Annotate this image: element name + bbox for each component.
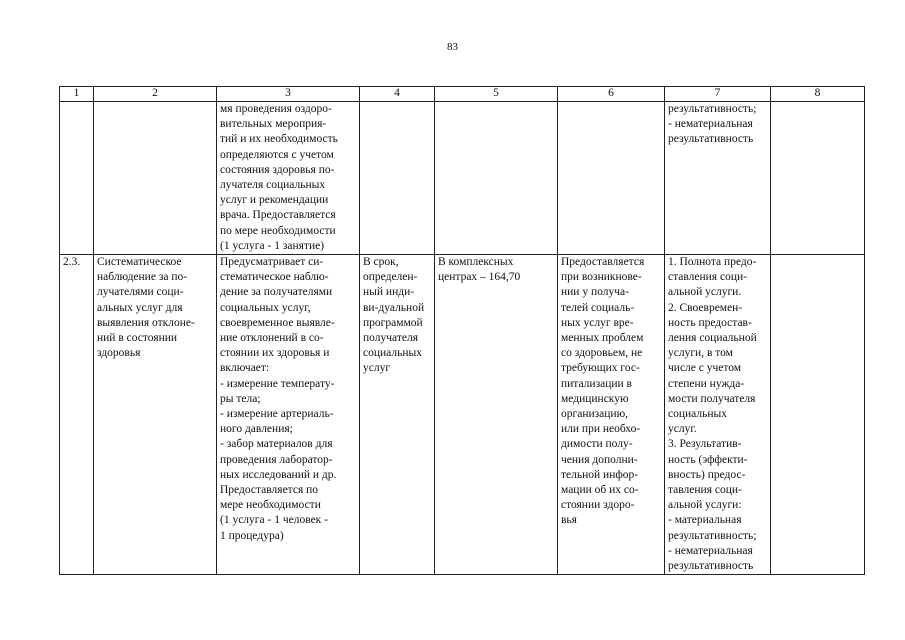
cell-text-line: стоянии их здоровья и (220, 347, 330, 360)
cell-notes (771, 255, 865, 575)
cell-conditions (558, 102, 665, 255)
cell-text-line: определяются с учетом (220, 148, 334, 161)
cell-text-line: - измерение артериаль- (220, 408, 334, 421)
cell-text-line: ления социальной (668, 332, 757, 345)
cell-text-line: мости получателя (668, 392, 756, 405)
cell-text-line: Предоставляется по (220, 484, 319, 497)
cell-text-line: получателя (363, 332, 418, 345)
cell-tariff (435, 102, 558, 255)
cell-text-line: социальных (668, 408, 727, 421)
cell-service-name (94, 102, 217, 255)
cell-text-line: мации об их со- (561, 484, 639, 497)
cell-notes (771, 102, 865, 255)
cell-number: 2.3. (60, 255, 94, 575)
cell-text-line: услуг (363, 362, 391, 375)
cell-text-line: альной услуги. (668, 286, 742, 299)
cell-text-line: - забор материалов для (220, 438, 333, 451)
cell-text-line: ний в состоянии (97, 332, 178, 345)
services-table (59, 86, 865, 575)
cell-text-line: социальных услуг, (220, 301, 311, 314)
cell-text-line: (1 услуга - 1 занятие) (220, 239, 325, 252)
cell-description (217, 255, 360, 575)
cell-text-line: чения дополни- (561, 453, 638, 466)
cell-text-line: стематическое наблю- (220, 271, 329, 284)
cell-text-line: Предусматривает си- (220, 256, 324, 269)
cell-text-line: вность) предос- (668, 468, 746, 481)
cell-text-line: услуги, в том (668, 347, 733, 360)
cell-text-line: ность (эффекти- (668, 453, 748, 466)
cell-text-line: требующих гос- (561, 362, 640, 375)
cell-text-line: вья (561, 514, 577, 527)
header-cell: 5 (435, 87, 558, 102)
cell-text-line: услуг и рекомендации (220, 194, 329, 207)
cell-service-name (94, 255, 217, 575)
cell-text-line: числе с учетом (668, 362, 742, 375)
cell-text-line: со здоровьем, не (561, 347, 643, 360)
cell-text-line: своевременное выявле- (220, 316, 335, 329)
cell-text-line: В комплексных (438, 256, 514, 269)
cell-term (360, 255, 435, 575)
cell-text-line: социальных (363, 347, 422, 360)
header-cell: 1 (60, 87, 94, 102)
cell-text-line: определен- (363, 271, 418, 284)
cell-text-line: Предоставляется (561, 256, 645, 269)
cell-text-line: стоянии здоро- (561, 499, 635, 512)
cell-text-line: менных проблем (561, 332, 644, 345)
header-cell: 7 (665, 87, 771, 102)
cell-text-line: результативность; (668, 103, 757, 115)
cell-text-line: нии у получа- (561, 286, 629, 299)
header-cell: 6 (558, 87, 665, 102)
cell-text-line: состояния здоровья по- (220, 163, 335, 176)
cell-text-line: мя проведения оздоро- (220, 103, 332, 115)
cell-text-line: наблюдение за по- (97, 271, 188, 284)
cell-text-line: 2. Своевремен- (668, 301, 743, 314)
header-cell: 2 (94, 87, 217, 102)
cell-text-line: (1 услуга - 1 человек - (220, 514, 328, 527)
cell-text-line: ных услуг вре- (561, 316, 634, 329)
cell-text-line: результативность; (668, 529, 757, 542)
cell-text-line: телей социаль- (561, 301, 635, 314)
cell-text-line: медицинскую (561, 392, 629, 405)
cell-text-line: центрах – 164,70 (438, 271, 521, 284)
cell-text-line: при возникнове- (561, 271, 642, 284)
cell-term (360, 102, 435, 255)
cell-text-line: В срок, (363, 256, 399, 269)
cell-text-line: димости полу- (561, 438, 633, 451)
cell-text-line: услуг. (668, 423, 697, 436)
header-cell: 3 (217, 87, 360, 102)
header-cell: 8 (771, 87, 865, 102)
table-row-2-3 (60, 255, 865, 575)
cell-text-line: - нематериальная (668, 544, 753, 557)
cell-text-line: программой (363, 316, 423, 329)
cell-text-line: Систематическое (97, 256, 182, 269)
cell-text-line: организацию, (561, 408, 629, 421)
cell-text-line: ние отклонений в со- (220, 332, 324, 345)
cell-number (60, 102, 94, 255)
cell-text-line: тельной инфор- (561, 468, 639, 481)
cell-text-line: вительных мероприя- (220, 118, 327, 131)
cell-quality-indicators (665, 255, 771, 575)
cell-description (217, 102, 360, 255)
cell-text-line: лучателями соци- (97, 286, 184, 299)
cell-text-line: - материальная (668, 514, 742, 527)
cell-text-line: дение за получателями (220, 286, 333, 299)
cell-text-line: ность предостав- (668, 316, 752, 329)
table-header-row (60, 87, 865, 102)
cell-text-line: ставления соци- (668, 271, 747, 284)
cell-tariff (435, 255, 558, 575)
cell-text-line: по мере необходимости (220, 224, 336, 237)
cell-text-line: альной услуги: (668, 499, 742, 512)
cell-text-line: результативность (668, 133, 754, 146)
cell-text-line: альных услуг для (97, 301, 183, 314)
cell-text-line: тий и их необходимость (220, 133, 338, 146)
cell-quality-indicators (665, 102, 771, 255)
cell-text-line: ного давления; (220, 423, 293, 436)
table-row-continued (60, 102, 865, 255)
cell-text-line: здоровья (97, 347, 141, 360)
cell-text-line: результативность (668, 560, 754, 573)
cell-text-line: тавления соци- (668, 484, 742, 497)
cell-conditions (558, 255, 665, 575)
page-number: 83 (447, 41, 458, 53)
cell-text-line: 1 процедура) (220, 529, 284, 542)
cell-text-line: проведения лаборатор- (220, 453, 333, 466)
cell-text-line: 3. Результатив- (668, 438, 742, 451)
cell-text-line: мере необходимости (220, 499, 321, 512)
cell-text-line: степени нужда- (668, 377, 745, 390)
cell-text-line: или при необхо- (561, 423, 641, 436)
cell-text-line: - измерение температу- (220, 377, 335, 390)
cell-text-line: ный инди- (363, 286, 415, 299)
cell-text-line: питализации в (561, 377, 632, 390)
cell-text-line: 1. Полнота предо- (668, 256, 757, 269)
cell-text-line: врача. Предоставляется (220, 209, 336, 222)
cell-text-line: выявления отклоне- (97, 316, 195, 329)
cell-text-line: включает: (220, 362, 270, 375)
cell-text-line: - нематериальная (668, 118, 753, 131)
cell-text-line: ви-дуальной (363, 301, 425, 314)
cell-text-line: лучателя социальных (220, 179, 326, 192)
cell-text-line: ных исследований и др. (220, 468, 337, 481)
cell-text-line: ры тела; (220, 392, 261, 405)
header-cell: 4 (360, 87, 435, 102)
